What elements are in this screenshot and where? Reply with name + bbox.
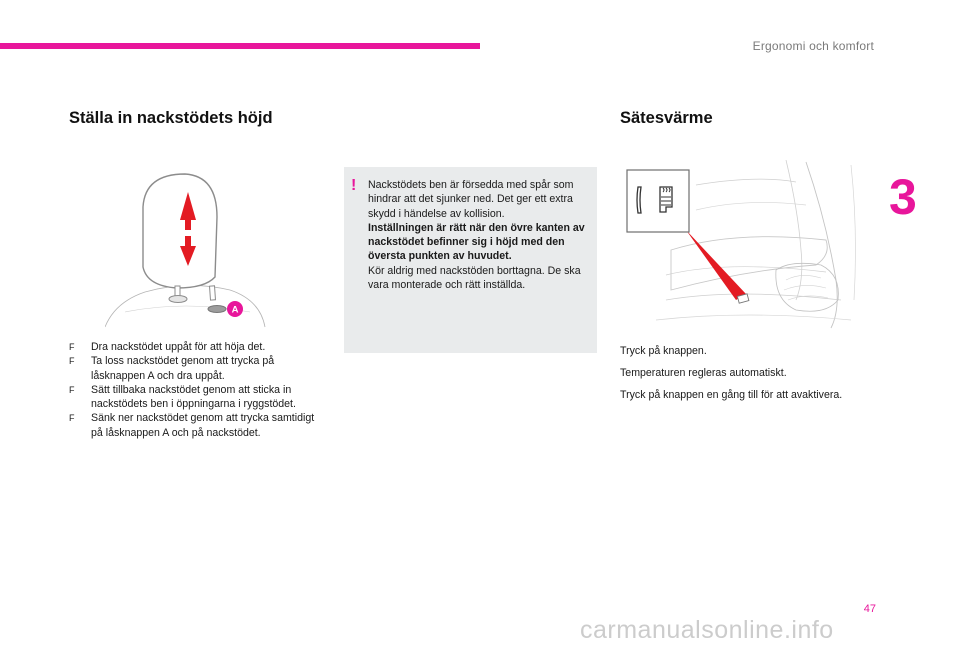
paragraph: Temperaturen regleras automatiskt.: [620, 367, 787, 379]
step-text: Sänk ner nackstödet genom att trycka samtidigt på låsknappen A och på nackstödet.: [91, 412, 315, 439]
seat-heating-text: [620, 344, 920, 410]
step-text: Dra nackstödet uppåt för att höja det.: [91, 341, 266, 353]
chapter-title: Ergonomi och komfort: [752, 39, 874, 53]
seat-heat-icon: [637, 187, 641, 213]
paragraph: Tryck på knappen.: [620, 345, 707, 357]
list-item: [69, 340, 319, 354]
section-title-headrest: Ställa in nackstödets höjd: [69, 109, 273, 127]
label-a-text: A: [231, 304, 239, 316]
warning-icon: !: [351, 177, 357, 194]
watermark: carmanualsonline.info: [580, 616, 834, 644]
section-title-seat-heating: Sätesvärme: [620, 109, 713, 127]
step-text: Ta loss nackstödet genom att trycka på låsknappen A och dra uppåt.: [91, 355, 275, 382]
bullet-icon: F: [69, 384, 75, 395]
page-number: 47: [863, 603, 876, 615]
warning-box: [344, 167, 597, 353]
list-item: [69, 354, 319, 383]
instruction-list: [69, 340, 319, 440]
bullet-icon: F: [69, 342, 75, 352]
accent-bar: [0, 43, 480, 49]
list-item: [69, 383, 319, 412]
warning-text: [368, 178, 592, 292]
paragraph: Tryck på knappen en gång till för att avaktivera.: [620, 389, 843, 401]
heat-button-closeup: [627, 170, 689, 232]
bullet-icon: F: [69, 356, 75, 367]
chapter-number: 3: [889, 169, 917, 225]
seat-heating-illustration: [626, 160, 866, 330]
bullet-icon: F: [69, 413, 75, 424]
warning-outro: Kör aldrig med nackstöden borttagna. De ska vara monterade och rätt inställda.: [368, 264, 581, 292]
warning-intro: Nackstödets ben är försedda med spår som hindrar att det sjunker ned. Det ger ett extra skydd i händelse av kollision.: [368, 179, 574, 220]
warning-bold: Inställningen är rätt när den övre kanten av nackstödet befinner sig i höjd med den översta punkten av huvudet.: [368, 221, 585, 263]
headrest-illustration: [105, 162, 270, 332]
list-item: [69, 411, 319, 440]
step-text: Sätt tillbaka nackstödet genom att sticka in nackstödets ben i öppningarna i ryggstödet.: [91, 383, 296, 411]
